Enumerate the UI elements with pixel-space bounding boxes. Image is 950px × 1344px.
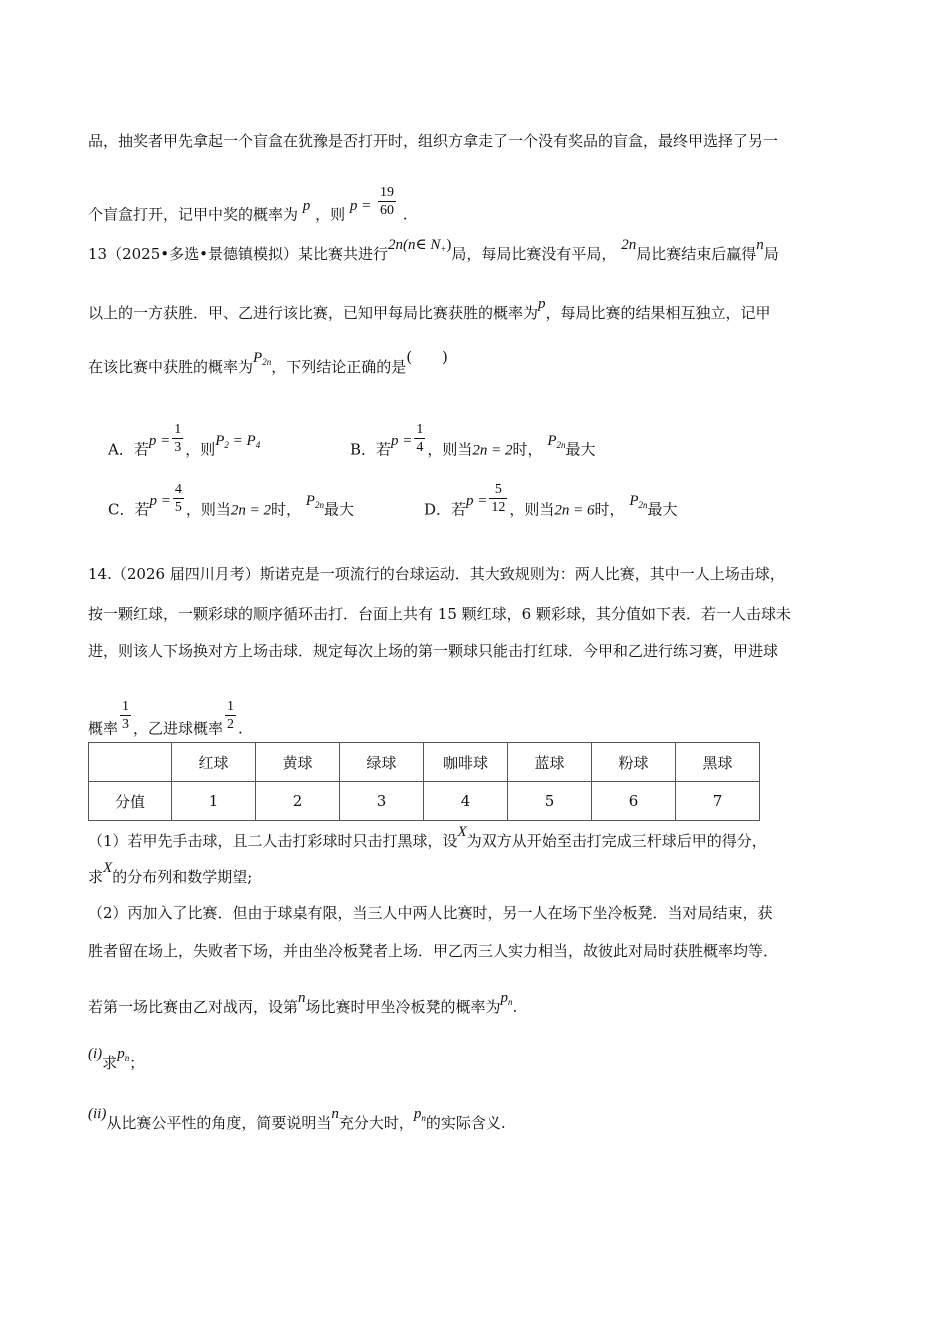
q13-text-2: 局比赛结束后赢得	[636, 245, 757, 263]
q14-part2-line-3: 若第一场比赛由乙对战丙，设第n场比赛时甲坐冷板凳的概率为$p_n$.	[88, 990, 518, 1016]
table-cell: 7	[676, 782, 760, 821]
score-table	[88, 742, 760, 821]
q14-part1-line-2: 求X的分布列和数学期望;	[88, 860, 253, 886]
q13-option-b: B．若p = $\frac{1}{4}$ ，则当2n = 2时， $P_{2n}$最大	[350, 422, 596, 459]
q13-p-symbol: p	[538, 296, 546, 312]
q13-games-expr: 2n(n∈ $N_+$)	[387, 237, 452, 254]
table-cell: 5	[508, 782, 592, 821]
q13-text-5: ，每局比赛的结果相互独立，记甲	[545, 304, 771, 322]
table-cell: 2	[256, 782, 340, 821]
table-cell: 4	[424, 782, 508, 821]
prev-line-1: 品，抽奖者甲先拿起一个盲盒在犹豫是否打开时，组织方拿走了一个没有奖品的盲盒，最终甲选择了另一	[88, 132, 779, 150]
prev-eq: p =	[349, 197, 372, 214]
prev-end: .	[402, 205, 408, 224]
q14-part2-i: (i)求$p_n$；	[88, 1046, 145, 1072]
prev-line-2	[88, 185, 408, 233]
q14-frac-yi: $\frac{1}{2}$	[227, 699, 235, 732]
table-cell: 3	[340, 782, 424, 821]
q13-line-3	[88, 348, 448, 377]
prev-text-a: 个盲盒打开，记甲中奖的概率为	[88, 205, 299, 224]
table-cell: 6	[592, 782, 676, 821]
q13-text-6: 在该比赛中获胜的概率为	[88, 358, 254, 376]
q14-line-1: 14.（2026 届四川月考）斯诺克是一项流行的台球运动．其大致规则为：两人比赛，其中一人上场击球，	[88, 565, 785, 583]
q13-answer-paren: ( )	[406, 348, 448, 366]
table-header-cell: 咖啡球	[424, 743, 508, 782]
prev-p-symbol: p	[302, 197, 311, 214]
table-header-cell: 红球	[172, 743, 256, 782]
q13-text-4: 以上的一方获胜．甲、乙进行该比赛，已知甲每局比赛获胜的概率为	[88, 304, 539, 322]
q13-text-3: 局	[763, 245, 779, 263]
table-header-cell: 黄球	[256, 743, 340, 782]
q13-option-a: A．若p = $\frac{1}{3}$ ，则$P_2 = P_4$	[108, 422, 261, 459]
q13-P2n: $P_{2n}$	[253, 350, 272, 367]
q14-part2-ii: (ii)从比赛公平性的角度，简要说明当n充分大时，$p_n$的实际含义.	[88, 1106, 506, 1132]
table-header-cell: 蓝球	[508, 743, 592, 782]
q14-line-3: 进，则该人下场换对方上场击球．规定每次上场的第一颗球只能击打红球．今甲和乙进行练习赛，甲进球	[88, 642, 779, 660]
table-header-cell: 黑球	[676, 743, 760, 782]
prev-frac-den: 60	[380, 203, 395, 218]
q14-part2-line-1: （2）丙加入了比赛．但由于球桌有限，当三人中两人比赛时，另一人在场下坐冷板凳．当对局结束，获	[88, 904, 773, 922]
q14-line-2: 按一颗红球，一颗彩球的顺序循环击打．台面上共有 15 颗红球，6 颗彩球，其分值如下表．若一人击球未	[88, 605, 791, 623]
table-row	[89, 782, 760, 821]
prev-frac-num: 19	[380, 185, 395, 200]
q13-option-c: C．若p = $\frac{4}{5}$ ，则当2n = 2时， $P_{2n}$最大	[108, 482, 354, 519]
q13-line-1	[88, 237, 779, 264]
q14-X-symbol: X	[457, 824, 467, 840]
q13-n: n	[756, 237, 764, 253]
q13-line-2	[88, 296, 771, 323]
q13-text-7: ，下列结论正确的是	[271, 358, 407, 376]
prev-text-b: ，则	[315, 205, 346, 224]
table-header-cell: 粉球	[592, 743, 676, 782]
q13-text-1: 局，每局比赛没有平局，	[451, 245, 617, 263]
table-cell: 1	[172, 782, 256, 821]
table-cell: 分值	[89, 782, 172, 821]
q14-frac-jia: $\frac{1}{3}$	[122, 699, 130, 732]
table-header-cell	[89, 743, 172, 782]
table-header-row	[89, 743, 760, 782]
q13-option-d: D．若p = $\frac{5}{12}$ ，则当2n = 6时， $P_{2n}$最大	[424, 482, 678, 519]
table-header-cell: 绿球	[340, 743, 424, 782]
q13-two-n: 2n	[621, 237, 637, 253]
q14-part1-line-1: （1）若甲先手击球，且二人击打彩球时只击打黑球，设X为双方从开始至击打完成三杆球后甲的得分，	[88, 824, 767, 850]
q13-lead: 13（2025•多选•景德镇模拟）某比赛共进行	[88, 245, 388, 263]
q14-part2-line-2: 胜者留在场上，失败者下场，并由坐冷板凳者上场．甲乙丙三人实力相当，故彼此对局时获胜概率均等．	[88, 942, 779, 960]
prev-fraction	[378, 184, 396, 219]
q14-line-4: 概率 $\frac{1}{3}$ ，乙进球概率 $\frac{1}{2}$ .	[88, 699, 243, 738]
